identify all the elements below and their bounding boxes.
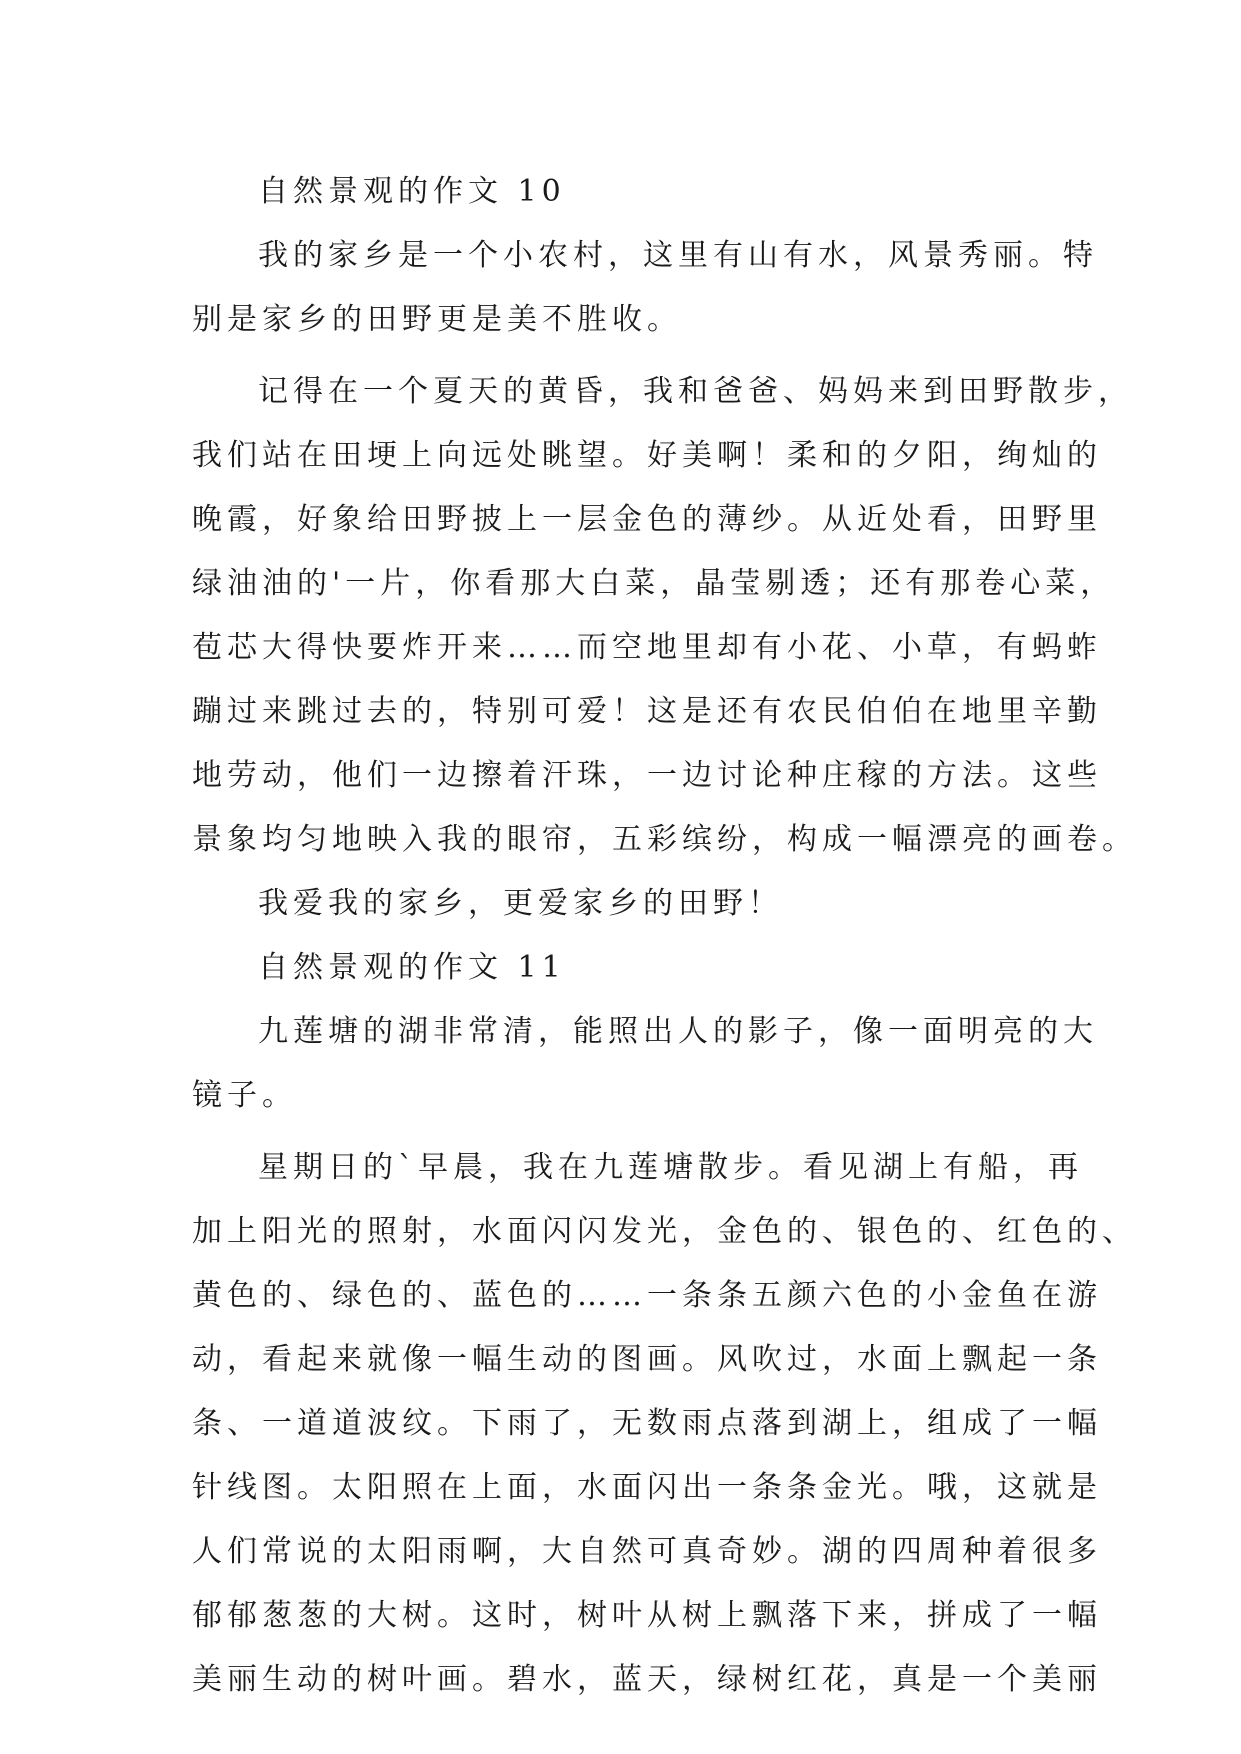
essay-11-paragraph-1 bbox=[192, 1000, 1098, 1128]
text-line: 我爱我的家乡，更爱家乡的田野！ bbox=[258, 886, 783, 921]
text-line: 我的家乡是一个小农村，这里有山有水，风景秀丽。特 bbox=[258, 238, 1098, 273]
text-line: 加上阳光的照射，水面闪闪发光，金色的、银色的、红色的、 bbox=[192, 1214, 1137, 1249]
text-line: 黄色的、绿色的、蓝色的……一条条五颜六色的小金鱼在游 bbox=[192, 1278, 1102, 1313]
text-line: 人们常说的太阳雨啊，大自然可真奇妙。湖的四周种着很多 bbox=[192, 1534, 1102, 1569]
text-line: 别是家乡的田野更是美不胜收。 bbox=[192, 302, 682, 337]
text-line: 星期日的`早晨，我在九莲塘散步。看见湖上有船，再 bbox=[258, 1150, 1083, 1185]
text-line: 景象均匀地映入我的眼帘，五彩缤纷，构成一幅漂亮的画卷。 bbox=[192, 822, 1137, 857]
text-line: 地劳动，他们一边擦着汗珠，一边讨论种庄稼的方法。这些 bbox=[192, 758, 1102, 793]
essay-10-title: 自然景观的作文 10 bbox=[258, 174, 566, 209]
essay-11-paragraph-2 bbox=[192, 1136, 1137, 1712]
essay-10-paragraph-2 bbox=[192, 360, 1137, 872]
essay-11-title: 自然景观的作文 11 bbox=[258, 950, 566, 985]
text-line: 记得在一个夏天的黄昏，我和爸爸、妈妈来到田野散步， bbox=[258, 374, 1133, 409]
essay-10-paragraph-1 bbox=[192, 224, 1098, 352]
text-line: 条、一道道波纹。下雨了，无数雨点落到湖上，组成了一幅 bbox=[192, 1406, 1102, 1441]
text-line: 动，看起来就像一幅生动的图画。风吹过，水面上飘起一条 bbox=[192, 1342, 1102, 1377]
text-line: 晚霞，好象给田野披上一层金色的薄纱。从近处看，田野里 bbox=[192, 502, 1102, 537]
text-line: 九莲塘的湖非常清，能照出人的影子，像一面明亮的大 bbox=[258, 1014, 1098, 1049]
text-line: 我们站在田埂上向远处眺望。好美啊！柔和的夕阳，绚灿的 bbox=[192, 438, 1102, 473]
text-line: 绿油油的'一片，你看那大白菜，晶莹剔透；还有那卷心菜， bbox=[192, 566, 1116, 601]
text-line: 镜子。 bbox=[192, 1078, 297, 1113]
text-line: 郁郁葱葱的大树。这时，树叶从树上飘落下来，拼成了一幅 bbox=[192, 1598, 1102, 1633]
text-line: 美丽生动的树叶画。碧水，蓝天，绿树红花，真是一个美丽 bbox=[192, 1662, 1102, 1697]
text-line: 苞芯大得快要炸开来……而空地里却有小花、小草，有蚂蚱 bbox=[192, 630, 1102, 665]
document-page bbox=[192, 160, 1137, 1712]
text-line: 针线图。太阳照在上面，水面闪出一条条金光。哦，这就是 bbox=[192, 1470, 1102, 1505]
text-line: 蹦过来跳过去的，特别可爱！这是还有农民伯伯在地里辛勤 bbox=[192, 694, 1102, 729]
essay-10-paragraph-3 bbox=[192, 872, 1050, 936]
